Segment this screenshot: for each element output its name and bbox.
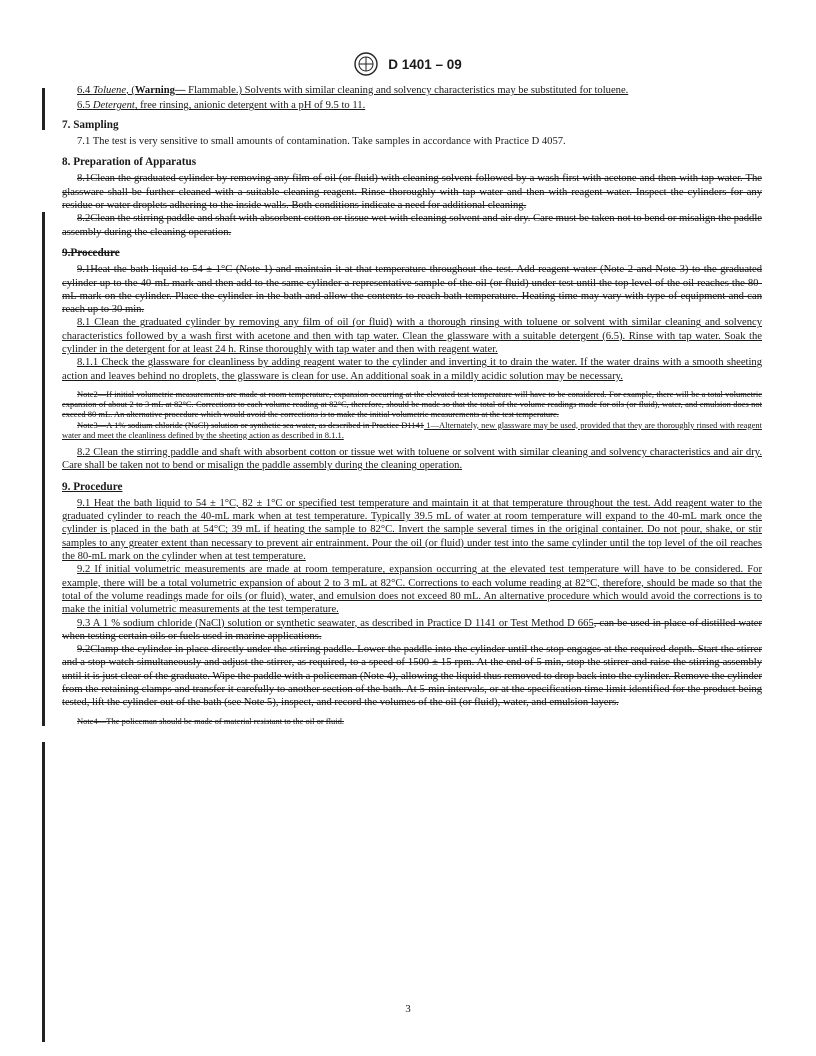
change-bar: [42, 212, 45, 726]
paragraph-8-1-1: 8.1.1 Check the glassware for cleanliness by adding reagent water to the cylinder and inverting it to drain the water. If the water drains with a smooth sheeting action and leaves behind no droplets, the glassware is clean for use. An additional soak in a mildly acidic solution may be necessary.: [62, 357, 762, 382]
paragraph-9-3: 9.3 A 1 % sodium chloride (NaCl) solution or synthetic seawater, as described in Practice D 1141 or Test Method D 665, can be used in place of distilled water when testing certain oils or fuels used in marine applications.: [62, 617, 762, 642]
document-id: D 1401 – 09: [388, 56, 462, 72]
section-7-heading: 7. Sampling: [62, 118, 119, 131]
deleted-procedure-heading: 9.Procedure: [62, 246, 120, 259]
change-bar: [42, 742, 45, 1042]
paragraph-7-1: 7.1 The test is very sensitive to small amounts of contamination. Take samples in accordance with Practice D 4057.: [77, 135, 566, 147]
section-9-heading: 9. Procedure: [62, 480, 123, 493]
page-header: [0, 52, 816, 76]
page-number: 3: [405, 1003, 411, 1015]
paragraph-8-2: 8.2 Clean the stirring paddle and shaft with absorbent cotton or tissue wet with toluene or solvent with similar cleaning and solvency characteristics and air dry. Care shall be taken not to bend or misalign the paddle assembly during the cleaning operation.: [62, 446, 762, 472]
deleted-paragraph-9-1: 9.1Heat the bath liquid to 54 ± 1°C (Note 1) and maintain it at that temperature throughout the test. Add reagent water (Note 2 and Note 3) to the graduated cylinder up to the 40-mL mark and then add to the same cylinder a representative sample of the oil (or fluid) under test until the top level of the oil reaches the 80-mL mark on the cylinder. Place the cylinder in the bath and allow the contents to reach bath temperature. Heating time may vary with type of equipment and can reach up to 30 min.: [62, 264, 762, 316]
section-8-heading: 8. Preparation of Apparatus: [62, 156, 197, 169]
deleted-paragraph-8-2: 8.2Clean the stirring paddle and shaft with absorbent cotton or tissue wet with cleaning solvent and air dry. Care must be taken not to bend or misalign the paddle assembly during the cleaning operation.: [62, 213, 762, 238]
note-1: Note3—A 1% sodium chloride (NaCl) solution or synthetic sea water, as described in Practice D1141 1—Alternately, new glassware may be used, provided that they are thoroughly rinsed with reagent water and meet the cleanliness defined by the sheeting action as described in 8.1.1.: [62, 419, 762, 440]
deleted-paragraph-9-2: 9.2Clamp the cylinder in place directly under the stirring paddle. Lower the paddle into the cylinder until the stop engages at the required depth. Start the stirrer and a stop watch simultaneously and adjust the stirrer, as required, to a speed of 1500 ± 15 rpm. At the end of 5 min, stop the stirrer and raise the stirring assembly until it is just clear of the graduate. Wipe the paddle with a policeman (Note 4), allowing the liquid thus removed to drop back into the cylinder. Remove the cylinder from the retaining clamps and transfer it carefully to another section of the bath. At 5-min intervals, or at the specification time limit identified for the product being tested, lift the cylinder out of the bath (see Note 5), inspect, and record the volumes of the oil (or fluid), water, and emulsion layers.: [62, 644, 762, 709]
document-body: [62, 84, 762, 726]
paragraph-9-1: 9.1 Heat the bath liquid to 54 ± 1°C, 82 ± 1°C or specified test temperature and maintain it at that temperature throughout the test. Add reagent water to the graduated cylinder to reach the 40-mL mark when at test temperature. Typically 39.5 mL of water at room temperature will expand to the 40-mL mark once the cylinder is placed in the bath at 54°C; 39 mL if heating the sample to 82°C. Invert the sample several times in the original container. Do not pour, shake, or stir samples to any greater extent than necessary to prevent air entrainment. Pour the oil (or fluid) under test into the same cylinder until the top level of the oil reaches the 80-mL mark on the cylinder when at test temperature.: [62, 497, 762, 563]
paragraph-6-4: 6.4 Toluene, (Warning— Flammable.) Solvents with similar cleaning and solvency characteristics may be substituted for toluene.: [77, 85, 629, 96]
deleted-note-4: Note4—The policeman should be made of material resistant to the oil or fluid.: [77, 715, 344, 726]
paragraph-6-5: 6.5 Detergent, free rinsing, anionic detergent with a pH of 9.5 to 11.: [77, 100, 366, 112]
paragraph-9-2: 9.2 If initial volumetric measurements are made at room temperature, expansion occurring at the elevated test temperature will have to be considered. For example, there will be a total volumetric expansion of about 2 to 3 mL at 82°C. Corrections to each volume reading at 82°C, therefore, should be made so that the total of the volume readings made for oils (or fluid), water, and emulsion does not exceed 80 mL. An alternative procedure which would avoid the corrections is to make the initial volumetric measurements at the test temperature.: [62, 564, 762, 616]
deleted-note-2: Note2—If initial volumetric measurements are made at room temperature, expansion occurring at the elevated test temperature will have to be considered. For example, there will be a total volumetric expansion of about 2 to 3 mL at 82°C. Corrections to each volume reading at 82°C, therefore, should be made so that the total of the volume readings made for oils (or fluid), water, and emulsion does not exceed 80 mL. An alternative procedure which would avoid the corrections is to make the initial volumetric measurements at the test temperature.: [62, 388, 762, 420]
astm-logo-icon: [354, 52, 378, 76]
paragraph-8-1: 8.1 Clean the graduated cylinder by removing any film of oil (or fluid) with a thorough rinsing with toluene or solvent with similar cleaning and solvency characteristics followed by a wash first with acetone and then with tap water. Clean the glassware with a suitable detergent (6.5). Rinse with tap water. Soak the cylinder in the detergent for at least 24 h. Rinse thoroughly with tap water and then with reagent water.: [62, 317, 762, 356]
deleted-paragraph-8-1: 8.1Clean the graduated cylinder by removing any film of oil (or fluid) with cleaning solvent followed by a wash first with acetone and then with tap water. The glassware shall be further cleaned with a suitable cleaning reagent. Rinse thoroughly with tap water and then with reagent water. Inspect the cylinders for any residue or water droplets adhering to the inside walls. Both conditions indicate a need for additional cleaning.: [62, 173, 762, 212]
change-bar: [42, 88, 45, 130]
